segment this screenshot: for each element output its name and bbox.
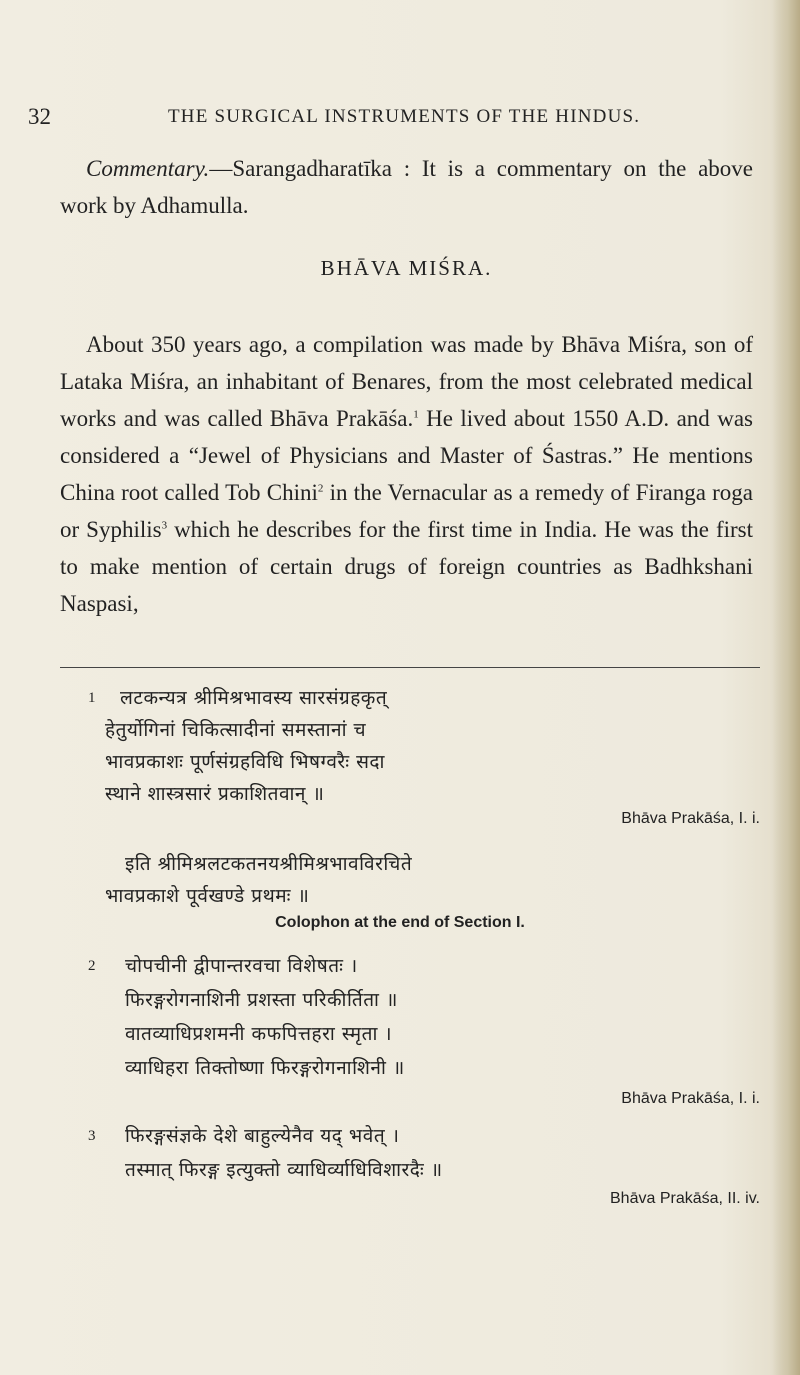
footnote-sanskrit-line: चोपचीनी द्वीपान्तरवचा विशेषतः । (125, 955, 358, 977)
body-text-part1: About 350 years ago, a compilation was made by Bhāva Miśra, son of Lataka Miśra, an inhabitant of Benares, from the most celebrated medical works and was called Bhāva Prakāśa. (60, 332, 753, 431)
section-heading: BHĀVA MIŚRA. (320, 256, 493, 280)
colophon-sanskrit-line: इति श्रीमिश्रलटकतनयश्रीमिश्रभावविरचिते (125, 853, 413, 875)
commentary-label: Commentary. (86, 156, 210, 181)
footnote-rule (60, 667, 760, 668)
footnote-number: 1 (88, 690, 96, 706)
commentary-text: —Sarangadharatīka : It is a commentary on the above work by Adhamulla. (60, 156, 753, 218)
running-title: THE SURGICAL INSTRUMENTS OF THE HINDUS. (168, 106, 641, 127)
footnote-source: Bhāva Prakāśa, II. iv. (610, 1190, 760, 1207)
footnote-sanskrit-line: हेतुर्योगिनां चिकित्सादीनां समस्तानां च (105, 719, 367, 741)
footnote-ref-3: 3 (161, 519, 168, 532)
footnote-sanskrit-line: तस्मात् फिरङ्ग इत्युक्तो व्याधिर्व्याधिविशारदैः ॥ (125, 1159, 443, 1181)
body-text-part2: He lived about 1550 A.D. and was considered a “Jewel of Physicians and Master of Śastras.” He mentions China root called Tob Chini (60, 406, 753, 505)
footnote-ref-1: 1 (413, 408, 419, 421)
page-header (28, 104, 748, 134)
footnote-sanskrit-line: फिरङ्गसंज्ञके देशे बाहुल्येनैव यद् भवेत् । (125, 1125, 400, 1147)
footnote-number: 2 (88, 958, 96, 974)
footnote-sanskrit-line: भावप्रकाशः पूर्णसंग्रहविधि भिषग्वरैः सदा (105, 751, 385, 773)
body-text-part3: in the Vernacular as a remedy of Firanga roga or Syphilis (60, 480, 754, 542)
footnote-number: 3 (88, 1128, 96, 1144)
commentary-paragraph (60, 150, 753, 224)
footnote-sanskrit-line: स्थाने शास्त्रसारं प्रकाशितवान् ॥ (105, 783, 325, 805)
page-number: 32 (28, 104, 51, 129)
footnote-sanskrit-line: वातव्याधिप्रशमनी कफपित्तहरा स्मृता । (125, 1023, 393, 1045)
page-edge-shadow (772, 0, 800, 1375)
colophon-sanskrit-line: भावप्रकाशे पूर्वखण्डे प्रथमः ॥ (105, 885, 310, 907)
body-paragraph (60, 326, 753, 622)
body-text-part4: which he describes for the first time in India. He was the first to make mention of certain drugs of foreign countries as Badhkshani Naspasi, (60, 517, 753, 616)
footnote-source: Bhāva Prakāśa, I. i. (621, 1090, 760, 1107)
footnote-source: Bhāva Prakāśa, I. i. (621, 810, 760, 827)
footnote-sanskrit-line: लटकन्यत्र श्रीमिश्रभावस्य सारसंग्रहकृत् (120, 687, 388, 709)
footnote-sanskrit-line: व्याधिहरा तिक्तोष्णा फिरङ्गरोगनाशिनी ॥ (125, 1057, 405, 1079)
footnote-ref-2: 2 (317, 482, 324, 495)
footnote-sanskrit-line: फिरङ्गरोगनाशिनी प्रशस्ता परिकीर्तिता ॥ (125, 989, 398, 1011)
colophon-caption: Colophon at the end of Section I. (275, 914, 525, 931)
